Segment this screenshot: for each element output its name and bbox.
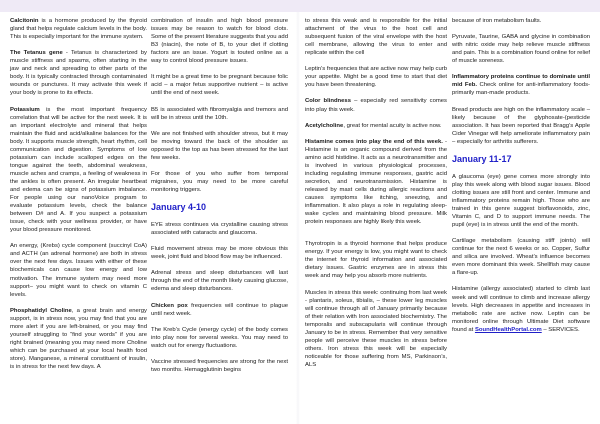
paragraph: to stress this weak and is responsible for the initial attachment of the virus to the host cell and subsequent fusion of the viral envelope with the host cell membrane, allowing the virus to enter and replicate within the cell	[305, 18, 447, 57]
soundhealthportal-link[interactable]: SoundHealthPortal.com	[474, 326, 542, 333]
paragraph: B5 is associated with fibromyalgia and tremors and will be in stress until the 10th.	[151, 106, 288, 121]
paragraph: A glaucoma (eye) gene comes more strongly into play this week along with blood sugar issues. Blood clotting issues are still front and center. Immune and inflammatory proteins remain high. Those who are trained in this genre suggest bioflavonoids, zinc, Vitamin C, and D to support immune needs. The pupil (eye) is in stress until the end of the month.	[452, 173, 590, 229]
paragraph: Leptin’s frequencies that are active now may help curb your appetite. Might be a good time to start that diet you have been threatening.	[305, 66, 448, 89]
paragraph-potassium: Potassium is the most important frequency correlation that will be active for the next week. It is an important electrolyte and mineral that helps maintain the fluid and acid/alkaline balances for the body. It supports muscle strength, heart rhythm, cell communication and digestion. Symptoms of low potassium can include scalloped edges on the tongue against the teeth, abdominal weakness, muscle aches and cramps, a feeling of weakness in the ankles is often present. An irregular heartbeat and edema can be signs of potassium imbalance. For people using our nanoVoice program to evaluate potassium levels, check the balance between D# and A. If you suspect a potassium issue, check with your wellness provider, or have your blood pressure monitored.	[10, 106, 147, 234]
page-spine	[296, 12, 300, 424]
page-top-band	[0, 0, 600, 12]
paragraph-calcitonin: Calcitonin is a hormone produced by the thyroid gland that helps regulate calcium levels in the body. This is especially important for the immune system.	[10, 18, 147, 41]
term: Chicken pox	[151, 302, 188, 309]
paragraph: For those of you who suffer from temporal migraines, you may need to be more careful monitoring triggers.	[151, 170, 288, 193]
paragraph-acetylcholine: Acetylcholine, great for mental acuity is active now.	[305, 122, 442, 129]
section-heading-jan-4-10: January 4-10	[151, 202, 207, 213]
paragraph-chicken-pox: Chicken pox frequencies will continue to plague until next week.	[151, 302, 288, 317]
section-heading-jan-11-17: January 11-17	[452, 153, 512, 164]
paragraph-color-blindness: Color blindness – especially red sensitivity comes into play this week.	[305, 98, 447, 113]
paragraph: combination of insulin and high blood pressure issues may be reason to watch for blood clots. Some of the present literature suggests that you add B3 (niacin), the note of B, to your diet if clotting factors are an issue. Yogurt is touted online as a way to control blood pressure issues.	[151, 18, 288, 65]
term: Calcitonin	[10, 18, 39, 24]
paragraph: Fluid movement stress may be more obvious this week, joint fluid and blood flow may be influenced.	[151, 246, 288, 261]
paragraph: It might be a great time to be pregnant because folic acid – a major fetus supportive nutrient – is active until the end of next week.	[151, 74, 288, 97]
text-column-2	[151, 17, 288, 382]
paragraph: Thyrotropin is a thyroid hormone that helps produce energy. If your energy is low, you might want to check the internet for thyroid information and associated dietary issues. Gastric enzymes are in stress this week and may help you absorb more nutrients.	[305, 241, 447, 280]
paragraph-tetanus: The Tetanus gene - Tetanus is characterized by muscle stiffness and spasms, often starting in the jaw and neck and spreading to other parts of the body. It is typically contracted through contaminated wounds or punctures. It may activate this week if your body is prone to its effects.	[10, 50, 147, 97]
paragraph: EYE stress continues via crystalline causing stress associated with cataracts and glaucoma.	[151, 222, 288, 237]
term: Acetylcholine	[305, 122, 344, 129]
paragraph-choline: Phosphatidyl Choline, a great brain and energy support, is in stress now, you may find that you are more alert if you are left-brained, or you may find yourself struggling to “find your words” if you are right brained (meaning you may need more Choline which can be purchased at your local health food store). Manganese, a mineral constituent of insulin, is in stress for the next few days. A	[10, 307, 148, 371]
paragraph-histamine: Histamine comes into play the end of this week. - Histamine is an organic compound derived from the amino acid histidine. It acts as a neurotransmitter and is involved in various physiological processes, including regulating immune responses, gastric acid secretion, and neurotransmission. Histamine is released by mast cells during allergic reactions and causes symptoms like itching, sneezing, and inflammation. It also plays a role in regulating sleep-wake cycles and maintaining blood pressure. Milk protein responses are highly likely this week.	[305, 138, 447, 226]
paragraph: We are not finished with shoulder stress, but it may be moving toward the back of the shoulder as opposed to the top as has been stressed for the last few weeks.	[151, 130, 288, 161]
paragraph: Muscles in stress this week: continuing from last week - plantaris, soleus, tibialis, – these lower leg muscles will continue through all of January primarily because of their relation with Iron associated biochemistry. The temporalis and subscapularis will continue through January to be in stress. Remember that very sensitive people will perceive these muscles in stress before others. Iron stress this week will be especially noticeable for those suffering from MS, Parkinson’s, ALS	[305, 289, 447, 368]
term: Potassium	[10, 106, 40, 113]
paragraph: Bread products are high on the inflammatory scale – likely because of the glyphosate-(pesticide association. It has been reported that Bragg’s Apple Cider Vinegar will help ameliorate inflammatory pain – especially for arthritis sufferers.	[452, 106, 590, 145]
text-column-3	[305, 17, 447, 377]
paragraph-krebs: An energy, (Krebs) cycle component (succinyl CoA) and ACTH (an adrenal hormone) are both in stress over the next few days. Issues with either of these biochemicals can cause low energy and low motivation. The immune system may need more support– you might want to check on vitamin C levels.	[10, 243, 147, 298]
term: Phosphatidyl Choline	[10, 307, 72, 314]
term: Histamine comes into play the end of this week.	[305, 138, 443, 145]
term: The Tetanus gene	[10, 50, 63, 57]
paragraph: Cartilage metabolism (causing stiff joints) will continue for the next 6 weeks or so. Copper, Sulfur and silica are involved. Wheat’s influence becomes even more dominant this week. Shellfish may cause a flare-up.	[452, 238, 590, 277]
paragraph: because of iron metabolism faults.	[452, 18, 542, 24]
term: Inflammatory proteins continue to dominate until mid Feb.	[452, 74, 590, 89]
paragraph: Histamine (allergy associated) started to climb last week and will continue to climb and increase allergy levels. High decreases in appetite and increases in metabolic rate are active now. Leptin can be monitored online through Ultimate Diet software found at SoundHealthPortal.com – SERVICES.	[452, 286, 590, 333]
paragraph: The Kreb’s Cycle (energy cycle) of the body comes into play now for several weeks. You may need to watch out for energy fluctuations.	[151, 326, 288, 349]
paragraph: Adrenal stress and sleep disturbances will last through the end of the month likely causing glucose, edema and sleep disturbances.	[151, 270, 288, 293]
text-column-1	[10, 17, 147, 379]
paragraph: Vaccine stressed frequencies are strong for the next two months. Hemagglutinin begins	[151, 358, 288, 373]
paragraph-inflammatory: Inflammatory proteins continue to dominate until mid Feb. Check online for anti-inflammatory foods- primarily man-made products.	[452, 74, 590, 97]
term: Color blindness	[305, 98, 351, 105]
text-column-4	[452, 17, 590, 342]
paragraph: Pyruvate, Taurine, GABA and glycine in combination with nitric oxide may help relieve muscle stiffness and pain. This is a combination found online for relief of muscle soreness.	[452, 34, 590, 65]
